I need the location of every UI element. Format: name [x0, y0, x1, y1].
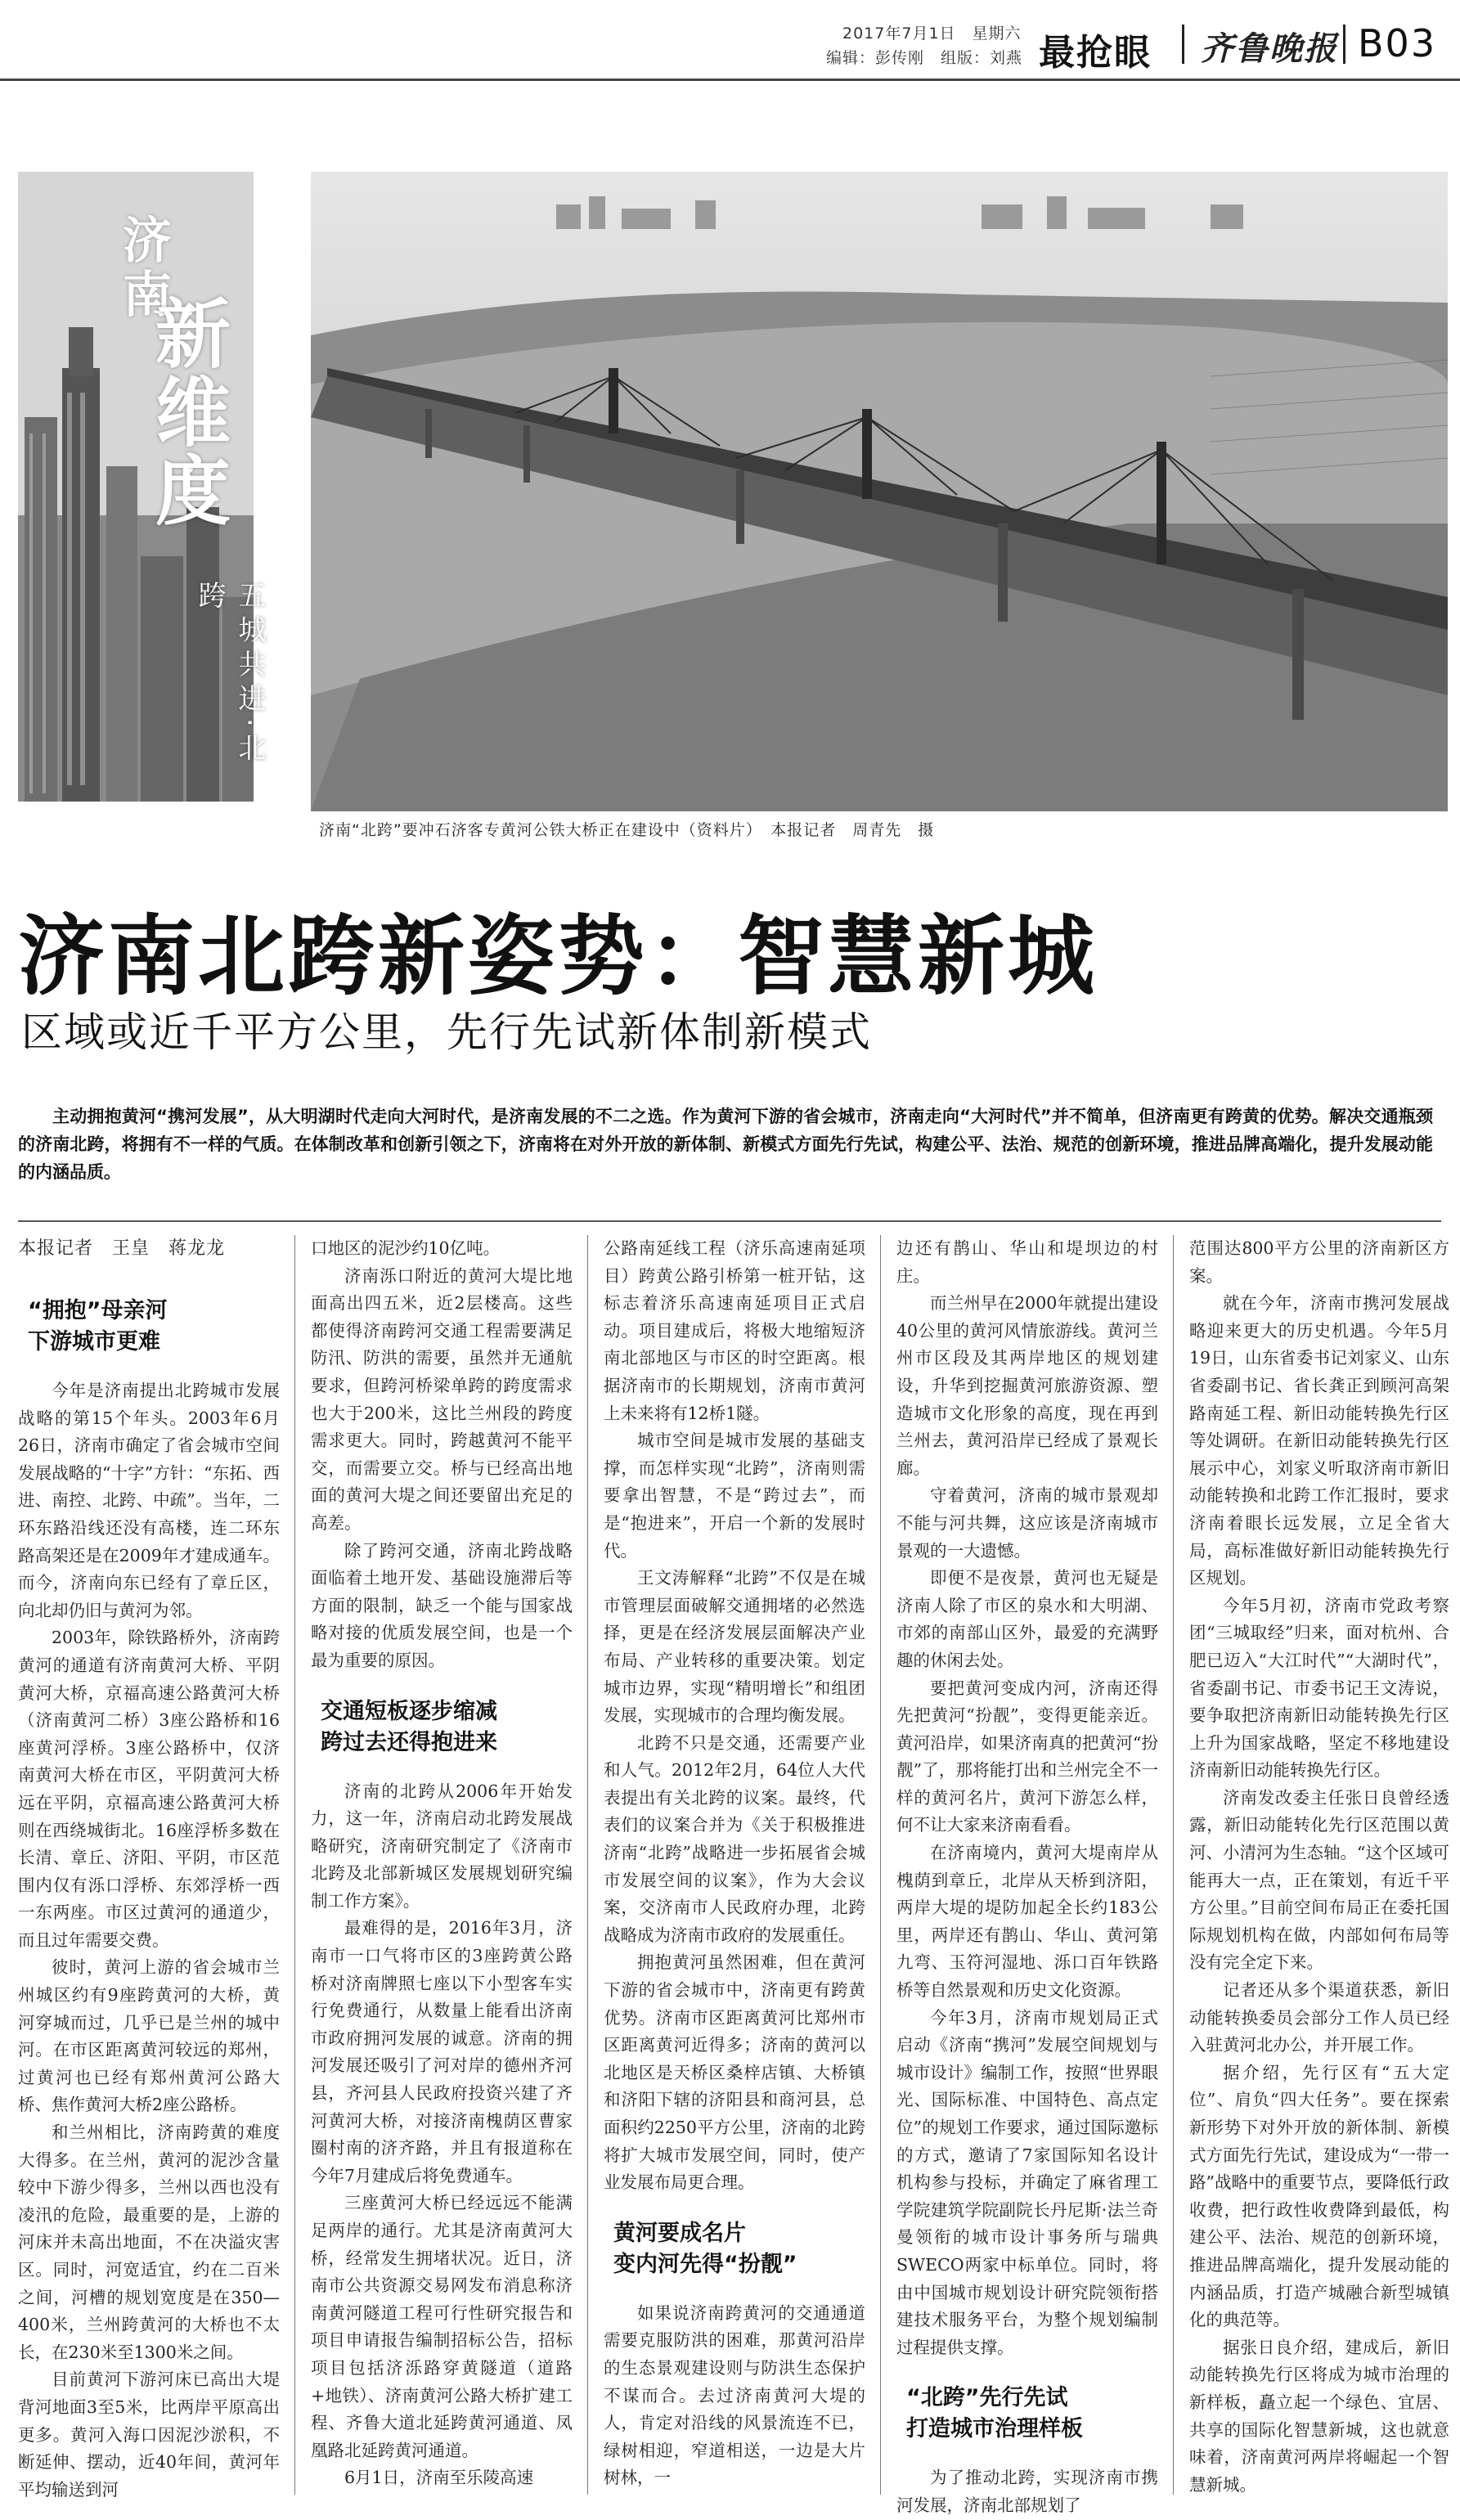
paragraph: 就在今年，济南市携河发展战略迎来更大的历史机遇。今年5月19日，山东省委书记刘家义、山东省委副书记、省长龚正到顾河高架路南延工程、新旧动能转换先行区等处调研。在新旧动能转换先行区展示中心，刘家义听取济南市新旧动能转换和北跨工作汇报时，要求济南着眼长远发展，立足全省大局，高标准做好新旧动能转换先行区规划。 — [1189, 1293, 1449, 1588]
paragraph: 北跨不只是交通，还需要产业和人气。2012年2月，64位人大代表提出有关北跨的议案。最终，代表们的议案合并为《关于积极推进济南“北跨”战略进一步拓展省会城市发展空间的议案》，作为大会议案，交济南市人民政府办理，北跨战略成为济南市政府的发展重任。 — [604, 1732, 865, 1945]
paragraph: 目前黄河下游河床已高出大堤背河地面3至5米，比两岸平原高出更多。黄河入海口因泥沙淤积，不断延伸、摆动，近40年间，黄河年平均输送到河 — [18, 2370, 280, 2500]
column-rule — [1173, 1235, 1174, 2495]
banner-title: 新维度 — [143, 294, 231, 530]
page-number: B03 — [1358, 21, 1437, 65]
section-heading: 交通短板逐步缩减 跨过去还得抱进来 — [321, 1698, 497, 1755]
paragraph: 城市空间是城市发展的基础支撑，而怎样实现“北跨”，济南则需要拿出智慧，不是“跨过去”，而是“抱进来”，开启一个新的发展时代。 — [604, 1431, 865, 1561]
series-banner — [18, 172, 266, 802]
banner-subtitle: 五城共进·北跨 — [193, 581, 266, 768]
article-column-1 — [18, 1235, 280, 2500]
column-rule — [587, 1235, 588, 2495]
article-column-3 — [604, 1235, 865, 2495]
column-rule — [294, 1235, 295, 2495]
paragraph: 2003年，除铁路桥外，济南跨黄河的通道有济南黄河大桥、平阴黄河大桥，京福高速公路黄河大桥（济南黄河二桥）3座公路桥和16座黄河浮桥。3座公路桥中，仅济南黄河大桥在市区，平阴黄河大桥远在平阴，京福高速公路黄河大桥则在西绕城街北。16座浮桥多数在长清、章丘、济阳、平阴，市区范围内仅有泺口浮桥、东郊浮桥一西一东两座。市区过黄河的通道少，而且过年需要交费。 — [18, 1628, 280, 1950]
paragraph: 据张日良介绍，建成后，新旧动能转换先行区将成为城市治理的新样板，矗立起一个绿色、宜居、共享的国际化智慧新城，这也就意味着，济南黄河两岸将崛起一个智慧新城。 — [1189, 2337, 1449, 2495]
paragraph: 6月1日，济南至乐陵高速 — [344, 2468, 534, 2488]
paragraph: 济南发改委主任张日良曾经透露，新旧动能转化先行区范围以黄河、小清河为生态轴。“这个区域可能再大一点，正在策划，有近千平方公里。”目前空间布局正在委托国际规划机构在做，内部如何布局等没有完全定下来。 — [1189, 1787, 1449, 1973]
photo-caption: 济南“北跨”要冲石济客专黄河公铁大桥正在建设中（资料片） 本报记者 周青先 摄 — [319, 821, 935, 839]
paragraph: 彼时，黄河上游的省会城市兰州城区约有9座跨黄河的大桥，黄河穿城而过，几乎已是兰州的城中河。在市区距离黄河较远的郑州，过黄河也已经有郑州黄河公路大桥、焦作黄河大桥2座公路桥。 — [18, 1957, 280, 2115]
paragraph: 除了跨河交通，济南北跨战略面临着土地开发、基础设施滞后等方面的限制，缺乏一个能与国家战略对接的优质发展空间，也是一个最为重要的原因。 — [311, 1540, 573, 1670]
lead-paragraph: 主动拥抱黄河“携河发展”，从大明湖时代走向大河时代，是济南发展的不二之选。作为黄河下游的省会城市，济南走向“大河时代”并不简单，但济南更有跨黄的优势。解决交通瓶颈的济南北跨，将拥有不一样的气质。在体制改革和创新引领之下，济南将在对外开放的新体制、新模式方面先行先试，构建公平、法治、规范的创新环境，推进品牌高端化，提升发展动能的内涵品质。 — [18, 1107, 1433, 1182]
newspaper-logo: 齐鲁晚报 — [1201, 29, 1338, 68]
paragraph: 为了推动北跨，实现济南市携河发展，济南北部规划了 — [896, 2468, 1158, 2515]
header-rule — [0, 79, 1460, 81]
bridge-photo — [311, 172, 1448, 811]
paragraph: 三座黄河大桥已经远远不能满足两岸的通行。尤其是济南黄河大桥，经常发生拥堵状况。近日，济南市公共资源交易网发布消息称济南黄河隧道工程可行性研究报告和项目申请报告编制招标公告，招标项目包括济泺路穿黄隧道（道路+地铁）、济南黄河公路大桥扩建工程、齐鲁大道北延跨黄河通道、凤凰路北延跨黄河通道。 — [311, 2193, 573, 2460]
article-column-5 — [1189, 1235, 1449, 2495]
section-heading: “拥抱”母亲河 下游城市更难 — [28, 1298, 168, 1354]
paragraph: 范围达800平方公里的济南新区方案。 — [1189, 1238, 1449, 1286]
paragraph: 和兰州相比，济南跨黄的难度大得多。在兰州，黄河的泥沙含量较中下游少得多，兰州以西也没有凌汛的危险，最重要的是，上游的河床并未高出地面，不在决溢灾害区。同时，河宽适宜，约在二百米之间，河槽的规划宽度是在350—400米，兰州跨黄河的大桥也不太长，在230米至1300米之间。 — [18, 2122, 280, 2362]
paragraph: 今年3月，济南市规划局正式启动《济南“携河”发展空间规划与城市设计》编制工作，按照“世界眼光、国际标准、中国特色、高点定位”的规划工作要求，通过国际邀标的方式，邀请了7家国际知名设计机构参与投标，并确定了麻省理工学院建筑学院副院长丹尼斯·法兰奇曼领衔的城市设计事务所与瑞典SWECO两家中标单位。同时，将由中国城市规划设计研究院领衔搭建技术服务平台，为整个规划编制过程提供支撑。 — [896, 2007, 1158, 2357]
paragraph: 如果说济南跨黄河的交通通道需要克服防洪的困难，那黄河沿岸的生态景观建设则与防洪生态保护不谋而合。去过济南黄河大堤的人，肯定对沿线的风景流连不已，绿树相迎，窄道相送，一边是大片树林，一 — [604, 2302, 865, 2488]
paragraph: 济南泺口附近的黄河大堤比地面高出四五米，近2层楼高。这些都使得济南跨河交通工程需要满足防汛、防洪的需要，虽然并无通航要求，但跨河桥梁单跨的跨度需求也大于200米，这比兰州段的跨度需求更大。同时，跨越黄河不能平交，而需要立交。桥与已经高出地面的黄河大堤之间还要留出充足的高差。 — [311, 1265, 573, 1533]
section-heading: 黄河要成名片 变内河先得“扮靓” — [613, 2220, 797, 2277]
paragraph: 守着黄河，济南的城市景观却不能与河共舞，这应该是济南城市景观的一大遗憾。 — [896, 1485, 1158, 1561]
section-heading: “北跨”先行先试 打造城市治理样板 — [906, 2385, 1083, 2442]
article-column-4 — [896, 1235, 1158, 2515]
page-title: 济南北跨新姿势：智慧新城 — [18, 906, 1098, 1007]
paragraph: 要把黄河变成内河，济南还得先把黄河“扮靓”，变得更能亲近。黄河沿岸，如果济南真的把黄河“扮靓”了，那将能打出和兰州完全不一样的黄河名片，黄河下游怎么样，何不让大家来济南看看。 — [896, 1678, 1158, 1835]
page-header — [0, 0, 1460, 82]
banner-city: 济南 — [115, 214, 172, 322]
section-name: 最抢眼 — [1039, 32, 1152, 74]
issue-date: 2017年7月1日 星期六 — [842, 25, 1022, 43]
paragraph: 在济南境内，黄河大堤南岸从槐荫到章丘，北岸从天桥到济阳，两岸大堤的堤防加起全长约183公里，两岸还有鹊山、华山、黄河第九弯、玉符河湿地、泺口百年铁路桥等自然景观和历史文化资源。 — [896, 1843, 1158, 2001]
paragraph: 边还有鹊山、华山和堤坝边的村庄。 — [896, 1238, 1158, 1286]
paragraph: 济南的北跨从2006年开始发力，这一年，济南启动北跨发展战略研究，济南研究制定了《济南市北跨及北部新城区发展规划研究编制工作方案》。 — [311, 1781, 573, 1911]
paragraph: 最难得的是，2016年3月，济南市一口气将市区的3座跨黄公路桥对济南牌照七座以下小型客车实行免费通行，从数量上能看出济南市政府拥河发展的诚意。济南的拥河发展还吸引了河对岸的德州齐河县，齐河县人民政府投资兴建了齐河黄河大桥，对接济南槐荫区曹家圈村南的济齐路，并且有报道称在今年7月建成后将免费通车。 — [311, 1918, 573, 2185]
paragraph: 王文涛解释“北跨”不仅是在城市管理层面破解交通拥堵的必然选择，更是在经济发展层面解决产业布局、产业转移的重要决策。划定城市边界，实现“精明增长”和组团发展，实现城市的合理均衡发展。 — [604, 1568, 865, 1726]
column-rule — [880, 1235, 881, 2495]
page-subtitle: 区域或近千平方公里，先行先试新体制新模式 — [21, 1008, 872, 1056]
paragraph: 即便不是夜景，黄河也无疑是济南人除了市区的泉水和大明湖、市郊的南部山区外，最爱的充满野趣的休闲去处。 — [896, 1568, 1158, 1670]
header-separator — [1182, 25, 1184, 64]
editor-credit: 编辑：彭传刚 组版：刘燕 — [826, 49, 1023, 67]
paragraph: 今年是济南提出北跨城市发展战略的第15个年头。2003年6月26日，济南市确定了省会城市空间发展战略的“十字”方针：“东拓、西进、南控、北跨、中疏”。当年，二环东路沿线还没有高楼，连二环东路高架还是在2009年才建成通车。而今，济南向东已经有了章丘区，向北却仍旧与黄河为邻。 — [18, 1381, 280, 1620]
header-separator — [1343, 25, 1345, 64]
paragraph: 口地区的泥沙约10亿吨。 — [311, 1238, 501, 1258]
byline: 本报记者 王皇 蒋龙龙 — [18, 1238, 226, 1259]
article-column-2 — [311, 1235, 573, 2495]
paragraph: 据介绍，先行区有“五大定位”、肩负“四大任务”。要在探索新形势下对外开放的新体制、新模式方面先行先试，建设成为“一带一路”战略中的重要节点，要降低行政收费，把行政性收费降到最低，构建公平、法治、规范的创新环境，推进品牌高端化，提升发展动能的内涵品质，打造产城融合新型城镇化的典范等。 — [1189, 2062, 1449, 2330]
paragraph: 公路南延线工程（济乐高速南延项目）跨黄公路引桥第一桩开钻，这标志着济乐高速南延项目正式启动。项目建成后，将极大地缩短济南北部地区与市区的时空距离。根据济南市的长期规划，济南市黄河上未来将有12桥1隧。 — [604, 1238, 865, 1423]
paragraph: 今年5月初，济南市党政考察团“三城取经”归来，面对杭州、合肥已迈入“大江时代”“大湖时代”，省委副书记、市委书记王文涛说，要争取把济南新旧动能转换先行区上升为国家战略，坚定不移地建设济南新旧动能转换先行区。 — [1189, 1595, 1449, 1781]
lead-divider — [18, 1220, 1441, 1222]
paragraph: 记者还从多个渠道获悉，新旧动能转换委员会部分工作人员已经入驻黄河北办公，并开展工作。 — [1189, 1980, 1449, 2055]
paragraph: 而兰州早在2000年就提出建设40公里的黄河风情旅游线。黄河兰州市区段及其两岸地区的规划建设，升华到挖掘黄河旅游资源、塑造城市文化形象的高度，现在再到兰州去，黄河沿岸已经成了景观长廊。 — [896, 1293, 1158, 1478]
paragraph: 拥抱黄河虽然困难，但在黄河下游的省会城市中，济南更有跨黄优势。济南市区距离黄河比郑州市区距离黄河近得多；济南的黄河以北地区是天桥区桑梓店镇、大桥镇和济阳下辖的济阳县和商河县，总面积约2250平方公里，济南的北跨将扩大城市发展空间，同时，使产业发展布局更合理。 — [604, 1952, 865, 2193]
